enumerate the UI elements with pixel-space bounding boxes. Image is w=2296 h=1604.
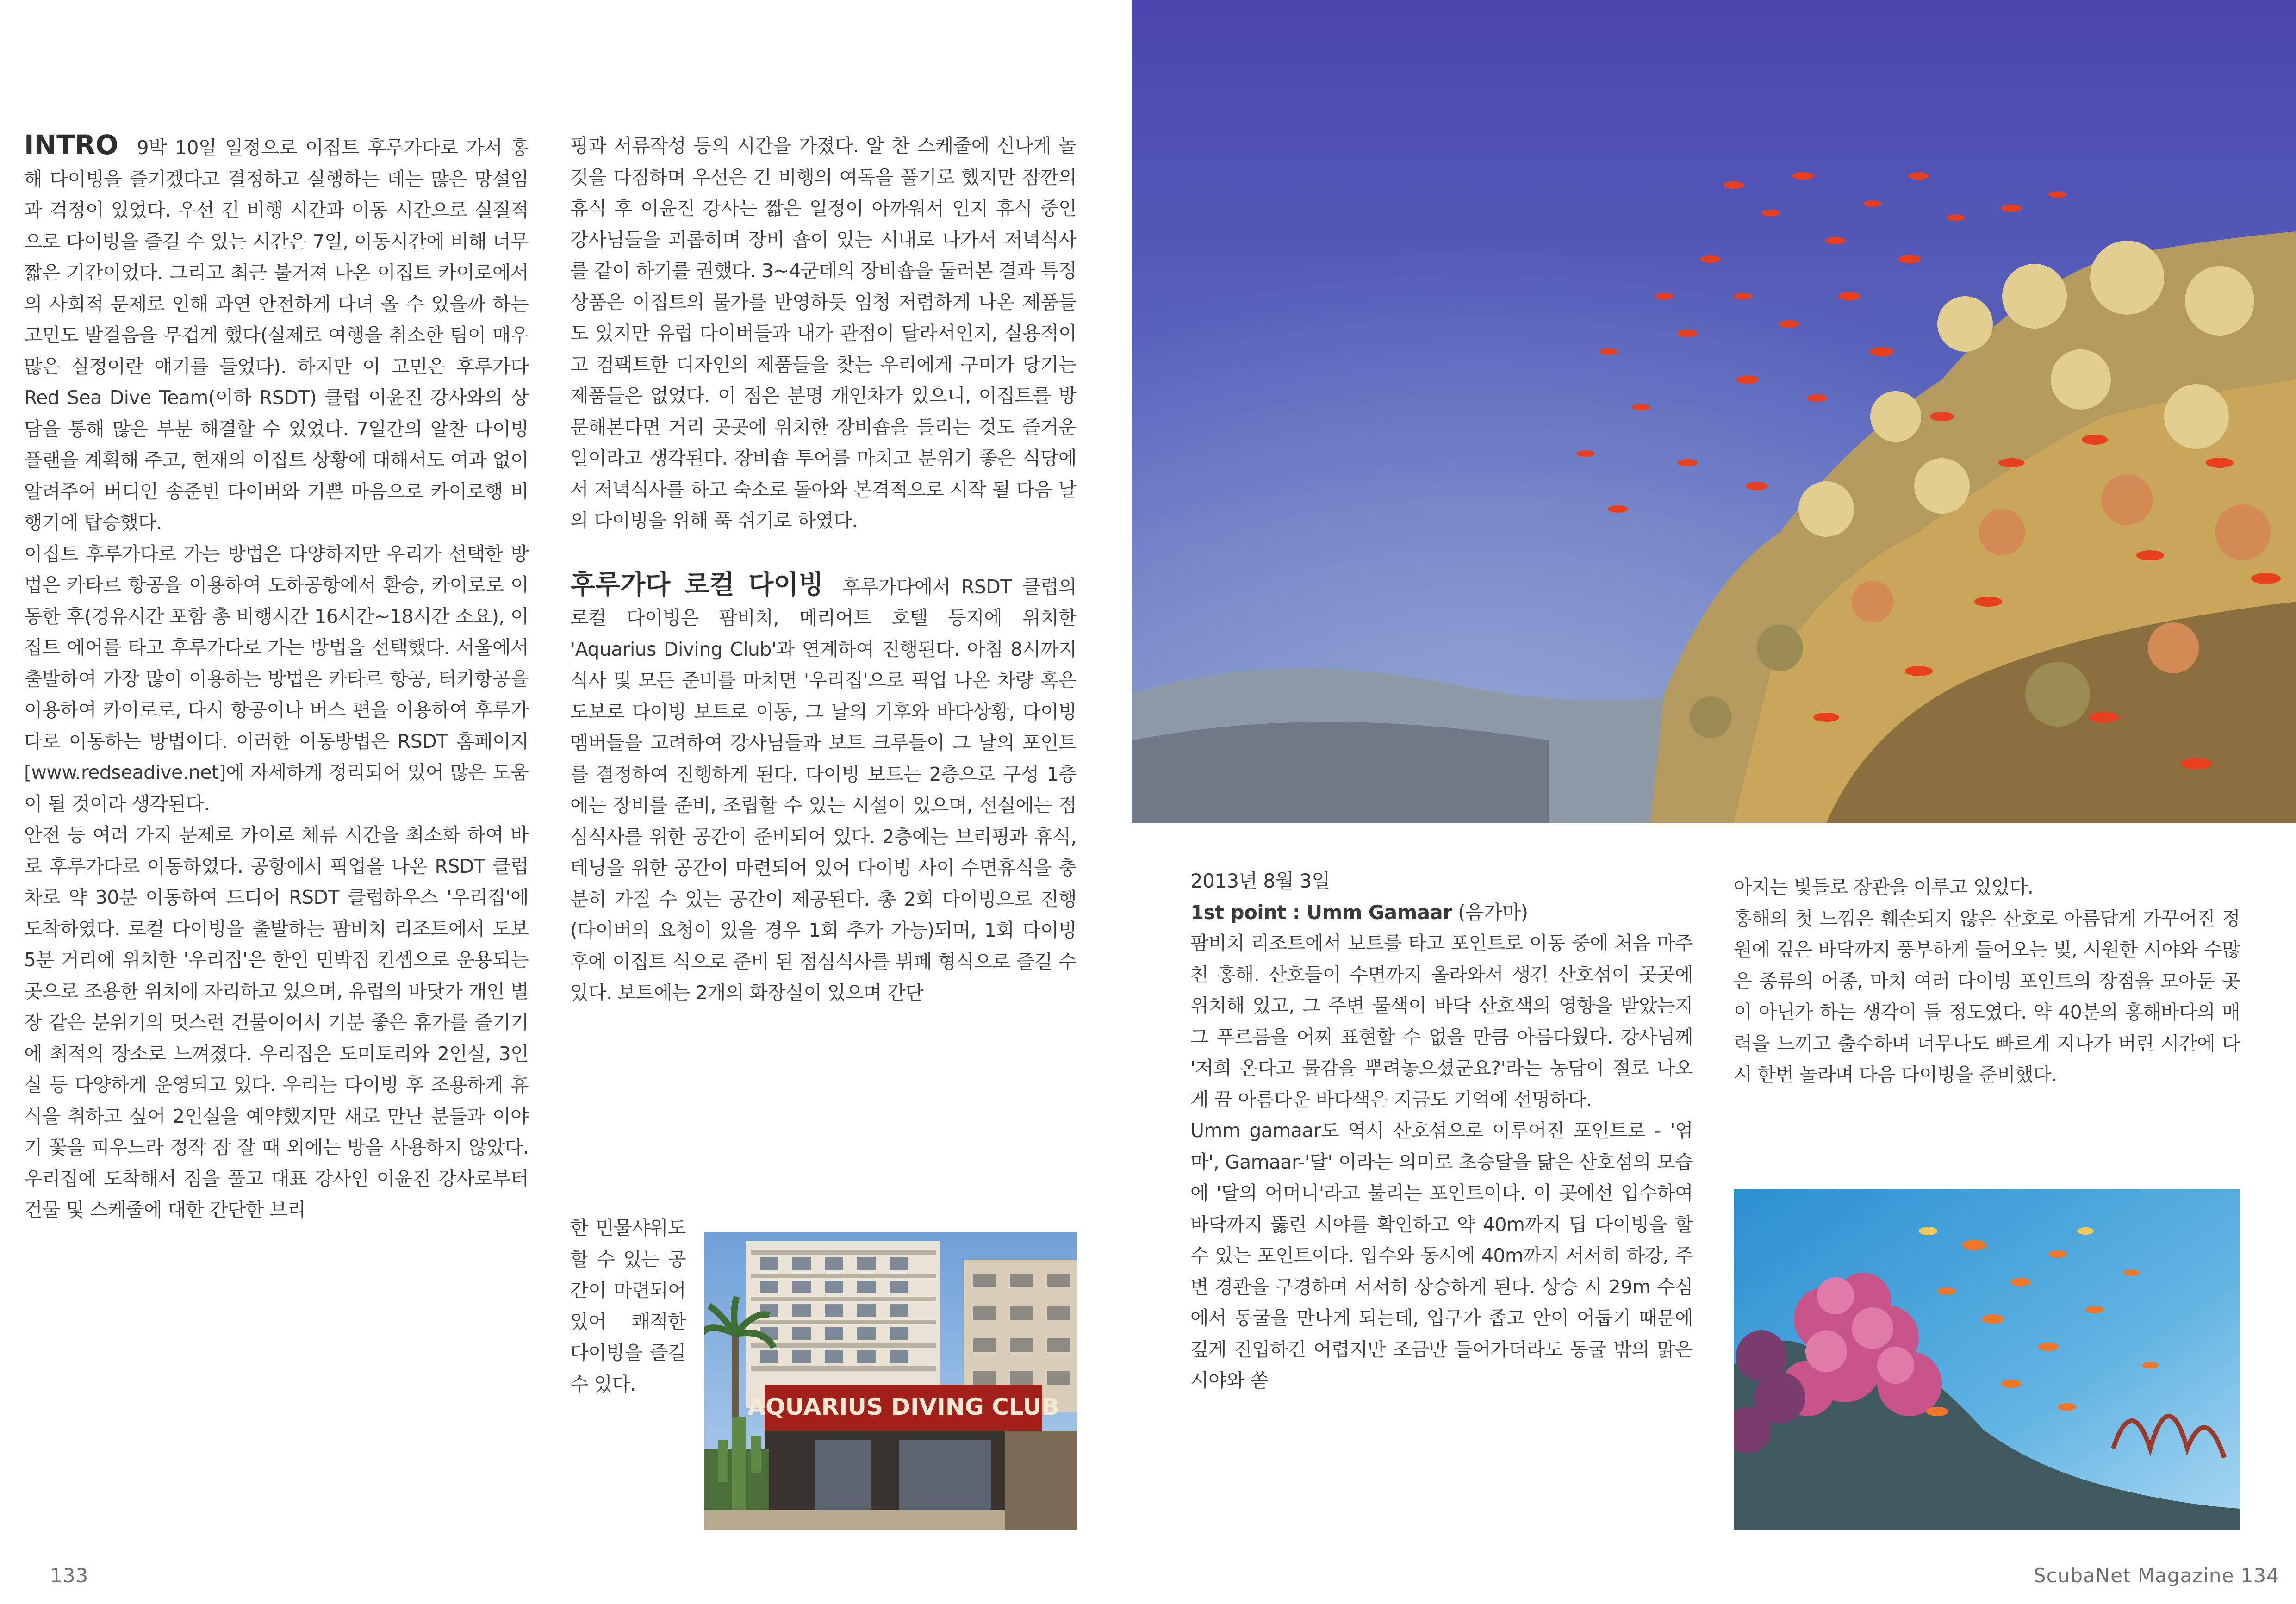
paragraph-route: 이집트 후루가다로 가는 방법은 다양하지만 우리가 선택한 방법은 카타르 항공을 이용하여 도하공항에서 환승, 카이로로 이동한 후(경유시간 포함 총 비행시간 16시간~18시간 소요), 이집트 에어를 타고 후루가다로 가는 방법을 선택했다. 서울에서 출발하여 가장 많이 이용하는 방법은 카타르 항공, 터키항공을 이용하여 카이로로, 다시 항공이나 버스 편을 이용하여 후루가다로 이동하는 방법이다. 이러한 이동방법은 RSDT 홈페이지[www.redseadive.net]에 자세하게 정리되어 있어 많은 도움이 될 것이라 생각된다.: [24, 542, 529, 815]
intro-paragraph: [24, 130, 529, 539]
coral-reef-illustration: [1132, 0, 2296, 823]
local-diving-text-tail: 한 민물샤워도 할 수 있는 공간이 마련되어 있어 쾌적한 다이빙을 즐길 수 있다.: [570, 1217, 686, 1395]
paragraph-umm-gamaar: Umm gamaar도 역시 산호섬으로 이루어진 포인트로 - '엄마', Gamaar-'달' 이라는 의미로 초승달을 닮은 산호섬의 모습에 '달의 어머니'라고 불리는 포인트이다. 이 곳에선 입수하여 바닥까지 뚫린 시야를 확인하고 약 40m까지 딥 다이빙을 할 수 있는 포인트이다. 입수와 동시에 40m까지 서서히 하강, 주변 경관을 구경하며 서서히 상승하게 된다. 상승 시 29m 수심에서 동굴을 만나게 되는데, 입구가 좁고 안이 어둡기 때문에 깊게 진입하긴 어렵지만 조금만 들어가더라도 동굴 밖의 맑은 시야와 쏟: [1190, 1119, 1693, 1392]
soft-coral-illustration: [1734, 1189, 2240, 1530]
point-title-korean: (음가마): [1458, 901, 1528, 924]
hotel-building-illustration: [704, 1232, 1077, 1530]
soft-coral-photo: [1734, 1189, 2240, 1530]
paragraph-red-sea-impression: 홍해의 첫 느낌은 훼손되지 않은 산호로 아름답게 가꾸어진 정원에 깊은 바닥까지 풍부하게 들어오는 빛, 시원한 시야와 수많은 종류의 어종, 마치 여러 다이빙 포인트의 장점을 모아둔 곳이 아닌가 하는 생각이 들 정도였다. 약 40분의 홍해바다의 매력을 느끼고 출수하며 너무나도 빠르게 지나가 버린 시간에 다시 한번 놀라며 다음 다이빙을 준비했다.: [1734, 907, 2240, 1086]
shop-sign-text: AQUARIUS DIVING CLUB: [747, 1393, 1059, 1420]
point-title: 1st point : Umm Gamaar: [1190, 901, 1452, 924]
local-diving-text: 후루가다에서 RSDT 클럽의 로컬 다이빙은 팜비치, 메리어트 호텔 등지에 위치한 'Aquarius Diving Club'과 연계하여 진행된다. 아침 8시까지 식사 및 모든 준비를 마치면 '우리집'으로 픽업 나온 차량 혹은 도보로 다이빙 보트로 이동, 그 날의 기후와 바다상황, 다이빙 멤버들을 고려하여 강사님들과 보트 크루들이 그 날의 포인트를 결정하여 진행하게 된다. 다이빙 보트는 2층으로 구성 1층에는 장비를 준비, 조립할 수 있는 시설이 있으며, 선실에는 점심식사를 위한 공간이 준비되어 있다. 2층에는 브리핑과 휴식, 테닝을 위한 공간이 마련되어 있어 다이빙 사이 수면휴식을 충분히 가질 수 있는 공간이 제공된다. 총 2회 다이빙으로 진행(다이버의 요청이 있을 경우 1회 추가 가능)되며, 1회 다이빙 후에 이집트 식으로 준비 된 점심식사를 뷔페 형식으로 즐길 수 있다. 보트에는 2개의 화장실이 있으며 간단: [570, 575, 1076, 1004]
dive-point-title: [1190, 897, 1693, 928]
page-number-right: ScubaNet Magazine 134: [2034, 1564, 2279, 1587]
article-column-4: [1734, 872, 2240, 1091]
intro-text: 9박 10일 일정으로 이집트 후루가다로 가서 홍해 다이빙을 즐기겠다고 결정하고 실행하는 데는 많은 망설임과 걱정이 있었다. 우선 긴 비행 시간과 이동 시간으로 실질적으로 다이빙을 즐길 수 있는 시간은 7일, 이동시간에 비해 너무 짧은 기간이었다. 그리고 최근 불거져 나온 이집트 카이로에서의 사회적 문제로 인해 과연 안전하게 다녀 올 수 있을까 하는 고민도 발걸음을 무겁게 했다(실제로 여행을 취소한 팀이 매우 많은 실정이란 얘기를 들었다). 하지만 이 고민은 후루가다 Red Sea Dive Team(이하 RSDT) 클럽 이윤진 강사와의 상담을 통해 많은 부분 해결할 수 있었다. 7일간의 알찬 다이빙 플랜을 계획해 주고, 현재의 이집트 상황에 대해서도 여과 없이 알려주어 버디인 송준빈 다이버와 기쁜 마음으로 카이로행 비행기에 탑승했다.: [24, 137, 529, 534]
article-column-2-tail: [570, 1212, 686, 1400]
local-diving-paragraph: [570, 569, 1076, 1009]
intro-heading: INTRO: [24, 129, 118, 161]
paragraph-first-impression: 팜비치 리조트에서 보트를 타고 포인트로 이동 중에 처음 마주친 홍해. 산호들이 수면까지 올라와서 생긴 산호섬이 곳곳에 위치해 있고, 그 주변 물색이 바닥 산호색의 영향을 받았는지 그 푸르름을 어찌 표현할 수 없을 만큼 아름다웠다. 강사님께 '저희 온다고 물감을 뿌려놓으셨군요?'라는 농담이 절로 나오게 끔 아름다운 바다색은 지금도 기억에 선명하다.: [1190, 932, 1693, 1111]
dive-date: 2013년 8월 3일: [1190, 870, 1331, 892]
aquarius-diving-club-photo: [704, 1232, 1077, 1530]
paragraph-arrival: 안전 등 여러 가지 문제로 카이로 체류 시간을 최소화 하여 바로 후루가다로 이동하였다. 공항에서 픽업을 나온 RSDT 클럽 차로 약 30분 이동하여 드디어 RSDT 클럽하우스 '우리집'에 도착하였다. 로컬 다이빙을 출발하는 팜비치 리조트에서 도보 5분 거리에 위치한 '우리집'은 한인 민박집 컨셉으로 운용되는 곳으로 조용한 위치에 자리하고 있으며, 유럽의 바닷가 개인 별장 같은 분위기의 멋스런 건물이어서 기분 좋은 휴가를 즐기기에 최적의 장소로 느껴졌다. 우리집은 도미토리와 2인실, 3인실 등 다양하게 운영되고 있다. 우리는 다이빙 후 조용하게 휴식을 취하고 싶어 2인실을 예약했지만 새로 만난 분들과 이야기 꽃을 피우느라 정작 잠 잘 때 외에는 방을 사용하지 않았다. 우리집에 도착해서 짐을 풀고 대표 강사인 이윤진 강사로부터 건물 및 스케줄에 대한 간단한 브리: [24, 824, 529, 1221]
paragraph-shopping: 핑과 서류작성 등의 시간을 가졌다. 알 찬 스케줄에 신나게 놀 것을 다짐하며 우선은 긴 비행의 여독을 풀기로 했지만 잠깐의 휴식 후 이윤진 강사는 짧은 일정이 아까워서 인지 휴식 중인 강사님들을 괴롭히며 장비 숍이 있는 시내로 나가서 저녁식사를 같이 하기를 권했다. 3~4군데의 장비숍을 둘러본 결과 특정 상품은 이집트의 물가를 반영하듯 엄청 저렴하게 나온 제품들도 있지만 유럽 다이버들과 내가 관점이 달라서인지, 실용적이고 컴팩트한 디자인의 제품들을 찾는 우리에게 구미가 당기는 제품들은 없었다. 이 점은 분명 개인차가 있으니, 이집트를 방문해본다면 거리 곳곳에 위치한 장비숍을 들리는 것도 즐거운 일이라고 생각된다. 장비숍 투어를 마치고 분위기 좋은 식당에서 저녁식사를 하고 숙소로 돌아와 본격적으로 시작 될 다음 날의 다이빙을 위해 푹 쉬기로 하였다.: [570, 135, 1076, 532]
article-column-1: [24, 130, 529, 1226]
article-column-3: [1190, 865, 1693, 1397]
red-sea-coral-reef-photo: [1132, 0, 2296, 823]
section-heading-local-diving: 후루가다 로컬 다이빙: [570, 569, 824, 600]
article-column-2: [570, 131, 1076, 1009]
page-number-left: 133: [50, 1564, 89, 1587]
paragraph-cave-light: 아지는 빛들로 장관을 이루고 있었다.: [1734, 876, 2034, 898]
